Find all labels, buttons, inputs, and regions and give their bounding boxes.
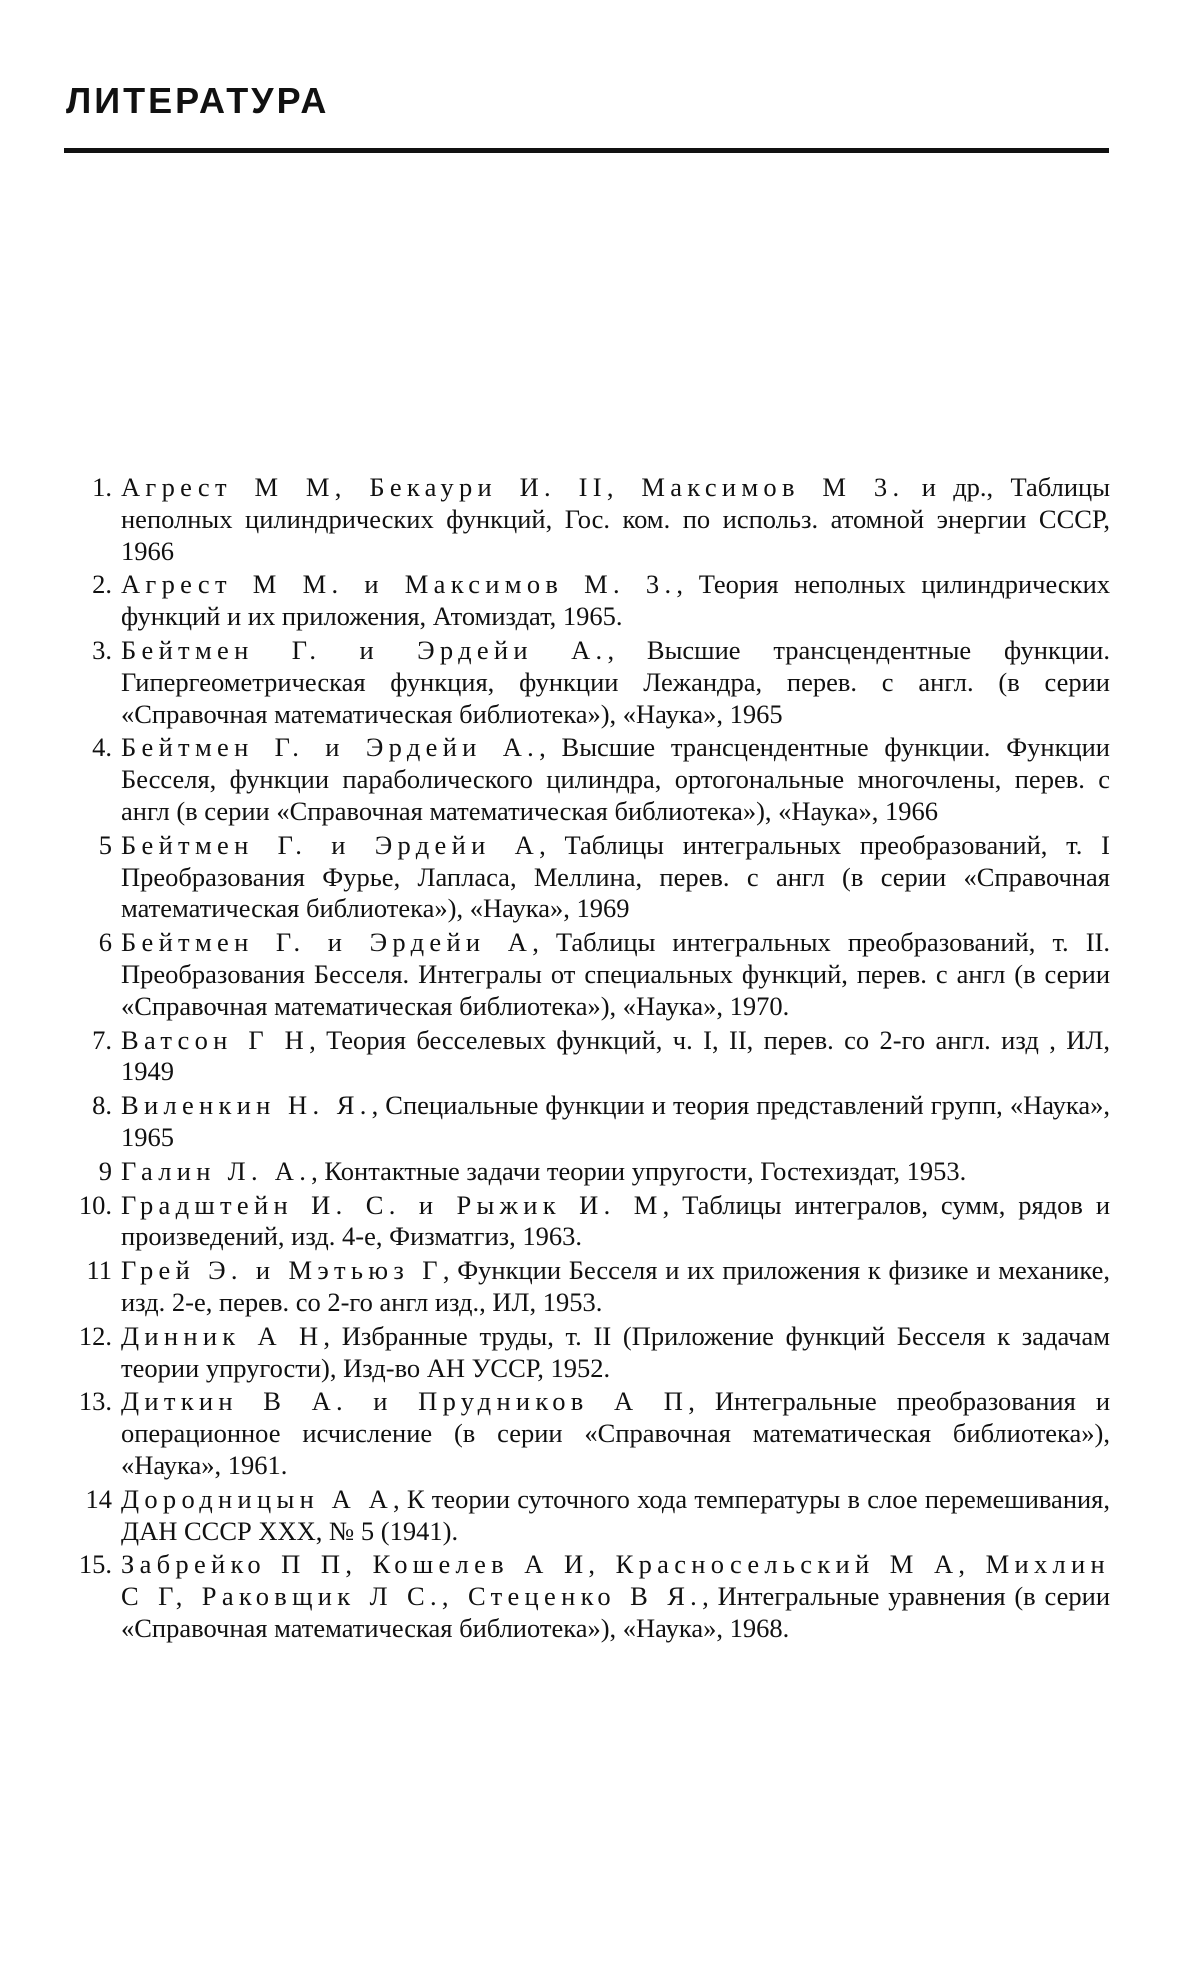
reference-item xyxy=(64,1255,1110,1319)
reference-body xyxy=(121,927,1110,1022)
reference-text: , Интегральные преобразования и операционное исчисление (в серии «Справочная математическая библиотека»), «Наука», 1961. xyxy=(121,1386,1111,1480)
reference-body xyxy=(121,1386,1110,1481)
reference-text: , Высшие трансцендентные функции. Гипергеометрическая функция, функции Лежандра, перев. с англ. (в серии «Справочная математическая библиотека»), «Наука», 1965 xyxy=(121,634,1110,729)
reference-body xyxy=(121,1090,1110,1154)
reference-number: 6 xyxy=(98,927,112,958)
reference-text: и др., Таблицы неполных цилиндрических функций, Гос. ком. по использ. атомной энергии СССР, 1966 xyxy=(121,472,1111,566)
reference-number: 1. xyxy=(92,472,112,502)
reference-body xyxy=(121,732,1110,827)
reference-authors: Галин Л. А. xyxy=(121,1155,312,1186)
reference-number: 7. xyxy=(92,1024,112,1055)
reference-item xyxy=(64,1321,1110,1385)
reference-item xyxy=(64,1484,1110,1548)
reference-authors: Динник А Н xyxy=(121,1320,324,1351)
reference-text: , К теории суточного хода температуры в слое перемешивания, ДАН СССР XXX, № 5 (1941). xyxy=(121,1483,1110,1546)
reference-item xyxy=(64,472,1110,567)
reference-number: 2. xyxy=(92,569,112,600)
reference-number: 13. xyxy=(78,1386,112,1417)
reference-number: 14 xyxy=(85,1483,112,1514)
reference-item xyxy=(64,635,1110,730)
reference-authors: Градштейн И. С. и Рыжик И. М xyxy=(121,1189,663,1220)
reference-authors: Ватсон Г Н xyxy=(121,1024,310,1055)
reference-body xyxy=(121,472,1110,567)
reference-authors: Дородницын А А xyxy=(121,1483,394,1514)
reference-authors: Агрест М М. и Максимов М. 3. xyxy=(121,569,677,600)
reference-number: 9 xyxy=(98,1155,112,1186)
reference-authors: Бейтмен Г. и Эрдейи А xyxy=(121,927,533,958)
reference-item xyxy=(64,1156,1110,1188)
reference-text: , Контактные задачи теории упругости, Гостехиздат, 1953. xyxy=(311,1155,967,1186)
reference-number: 8. xyxy=(92,1090,112,1121)
heading-rule xyxy=(64,148,1109,153)
reference-item xyxy=(64,830,1110,925)
reference-authors: Бейтмен Г. и Эрдейи А xyxy=(121,829,540,860)
reference-number: 10. xyxy=(78,1189,112,1220)
reference-text: , Высшие трансцендентные функции. Функции Бесселя, функции параболического цилиндра, ортогональные многочлены, перев. с англ (в серии «Справочная математическая библиотека»), «Наука», 1966 xyxy=(121,732,1110,826)
reference-authors: Виленкин Н. Я. xyxy=(121,1090,372,1121)
reference-authors: Бейтмен Г. и Эрдейи А. xyxy=(121,634,608,665)
reference-body xyxy=(121,1321,1110,1385)
reference-item xyxy=(64,569,1110,633)
reference-body xyxy=(121,569,1110,633)
reference-number: 11 xyxy=(86,1255,112,1286)
reference-number: 4. xyxy=(92,732,112,763)
reference-authors: Забрейко П П, Кошелев А И, Красносельский М А, Михлин С Г, Раковщик Л С., Стеценко В Я. xyxy=(121,1549,1110,1612)
reference-text: , Таблицы интегральных преобразований, т. II. Преобразования Бесселя. Интегралы от специальных функций, перев. с англ (в серии «Справочная математическая библиотека»), «Наука», 1970. xyxy=(121,927,1110,1021)
reference-body xyxy=(121,635,1110,730)
reference-number: 15. xyxy=(78,1549,112,1580)
reference-list xyxy=(64,472,1110,1647)
reference-text: , Избранные труды, т. II (Приложение функций Бесселя к задачам теории упругости), Изд-во АН УССР, 1952. xyxy=(121,1320,1111,1383)
page-heading: ЛИТЕРАТУРА xyxy=(66,80,330,121)
reference-body xyxy=(121,1484,1110,1548)
reference-authors: Агрест М М, Бекаури И. II, Максимов М 3. xyxy=(121,472,905,502)
reference-body xyxy=(121,830,1110,925)
reference-item xyxy=(64,1549,1110,1644)
reference-text: , Теория неполных цилиндрических функций и их приложения, Атомиздат, 1965. xyxy=(121,569,1110,632)
reference-number: 12. xyxy=(78,1320,112,1351)
reference-item xyxy=(64,1025,1110,1089)
reference-item xyxy=(64,1090,1110,1154)
reference-item xyxy=(64,732,1110,827)
reference-item xyxy=(64,1386,1110,1481)
reference-text: , Теория бесселевых функций, ч. I, II, перев. со 2-го англ. изд , ИЛ, 1949 xyxy=(121,1024,1110,1087)
reference-authors: Бейтмен Г. и Эрдейи А. xyxy=(121,732,540,763)
reference-text: , Специальные функции и теория представлений групп, «Наука», 1965 xyxy=(121,1090,1110,1152)
reference-body xyxy=(121,1549,1110,1644)
reference-number: 5 xyxy=(98,829,112,860)
reference-item xyxy=(64,1190,1110,1254)
reference-body xyxy=(121,1025,1110,1089)
reference-text: , Функции Бесселя и их приложения к физике и механике, изд. 2-е, перев. со 2-го англ изд., ИЛ, 1953. xyxy=(121,1255,1111,1317)
reference-text: , Интегральные уравнения (в серии «Справочная математическая библиотека»), «Наука», 1968. xyxy=(121,1581,1110,1643)
reference-text: , Таблицы интегральных преобразований, т. I Преобразования Фурье, Лапласа, Меллина, перев. с англ (в серии «Справочная математическая библиотека»), «Наука», 1969 xyxy=(121,829,1110,924)
reference-body xyxy=(121,1255,1110,1319)
reference-authors: Грей Э. и Мэтьюз Г xyxy=(121,1255,443,1286)
reference-text: , Таблицы интегралов, сумм, рядов и произведений, изд. 4-е, Физматгиз, 1963. xyxy=(121,1189,1111,1252)
reference-body xyxy=(121,1156,1110,1188)
reference-item xyxy=(64,927,1110,1022)
reference-authors: Диткин В А. и Прудников А П xyxy=(121,1386,689,1417)
reference-number: 3. xyxy=(92,634,112,665)
reference-body xyxy=(121,1190,1110,1254)
